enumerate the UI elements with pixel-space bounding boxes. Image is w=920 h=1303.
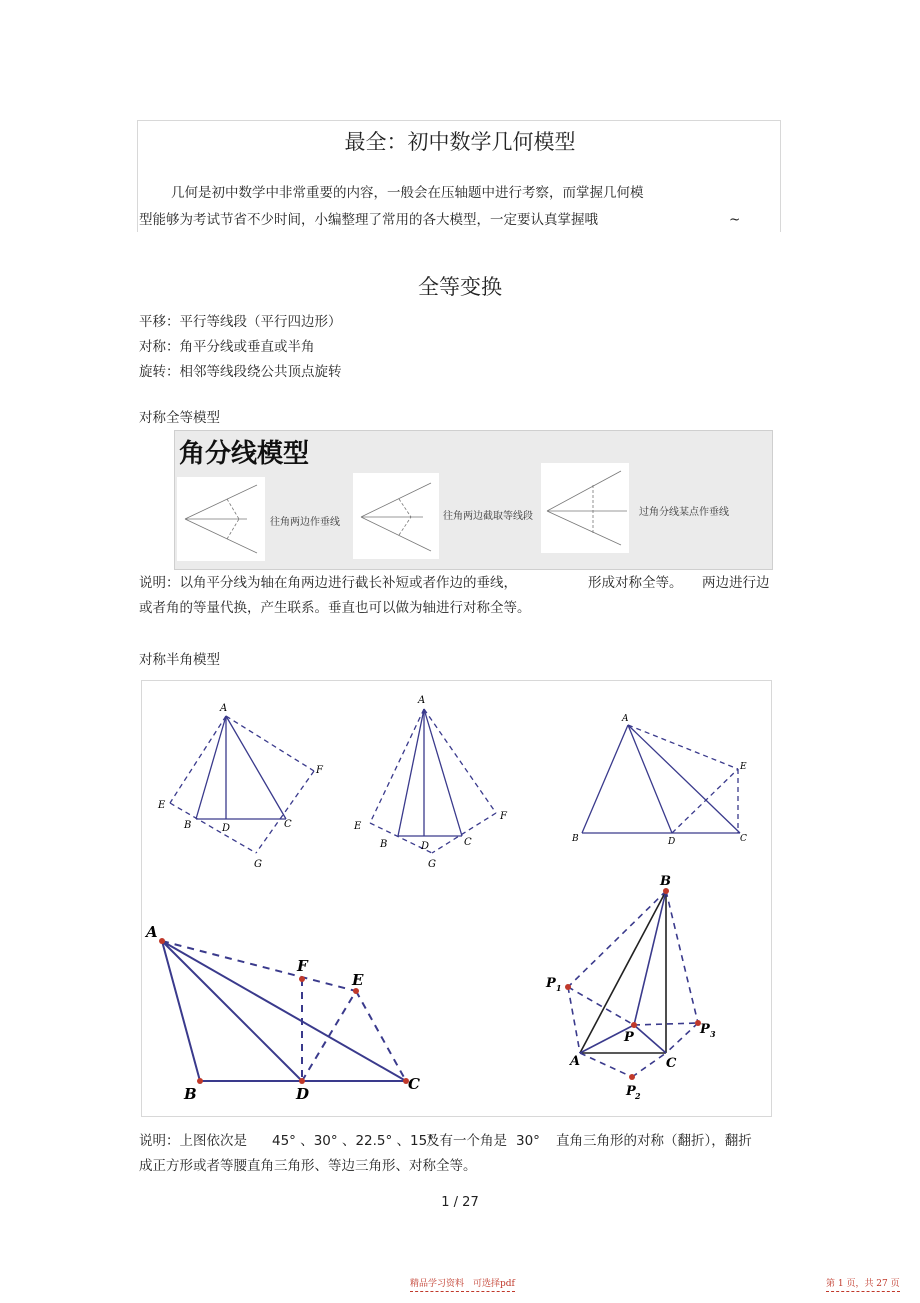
section-title: 全等变换 bbox=[418, 275, 502, 299]
half-angle-heading: 对称半角模型 bbox=[139, 652, 220, 668]
intro-line-2: 型能够为考试节省不少时间，小编整理了常用的各大模型，一定要认真掌握哦 bbox=[139, 212, 598, 228]
transform-translation: 平移：平行等线段（平行四边形） bbox=[139, 314, 342, 330]
label-b5: B bbox=[660, 874, 671, 889]
angle-bisector-figure bbox=[174, 430, 773, 570]
note2-angles: 45° 、30° 、22.5° 、15° bbox=[272, 1133, 434, 1149]
label-c4: C bbox=[408, 1075, 420, 1093]
thumb-perpendicular-point bbox=[541, 463, 629, 553]
label-a2: A bbox=[418, 695, 426, 706]
label-p: P bbox=[624, 1030, 634, 1045]
label-e2: E bbox=[354, 821, 362, 832]
caption-1: 往角两边作垂线 bbox=[270, 517, 340, 528]
footer-left: 精品学习资料 可选择pdf bbox=[410, 1276, 515, 1292]
note1-part-c: 两边进行边 bbox=[702, 575, 770, 591]
label-d2: D bbox=[421, 841, 430, 852]
figure-45-degree bbox=[157, 703, 324, 870]
label-b4: B bbox=[184, 1085, 197, 1103]
figure-30-degree-right-triangle bbox=[545, 874, 716, 1101]
label-p2: P bbox=[626, 1084, 636, 1099]
label-d3: D bbox=[668, 837, 676, 847]
label-b1: B bbox=[184, 820, 192, 831]
intro-line-1: 几何是初中数学中非常重要的内容，一般会在压轴题中进行考察，而掌握几何模 bbox=[171, 185, 644, 201]
label-b3: B bbox=[572, 834, 579, 844]
note1-part-b: 形成对称全等。 bbox=[588, 575, 683, 591]
caption-2: 往角两边截取等线段 bbox=[443, 511, 533, 522]
label-p3: P bbox=[700, 1022, 710, 1037]
figure-30-degree bbox=[353, 695, 508, 870]
label-g1: G bbox=[254, 859, 262, 870]
figure-22-5-degree bbox=[571, 714, 747, 847]
label-p1: P bbox=[546, 976, 556, 991]
note2-part-a: 说明：上图依次是 bbox=[139, 1133, 247, 1149]
label-p2-sub: 2 bbox=[635, 1091, 641, 1101]
transform-rotation: 旋转：相邻等线段绕公共顶点旋转 bbox=[139, 364, 342, 380]
label-c3: C bbox=[740, 834, 747, 844]
label-c5: C bbox=[666, 1056, 677, 1071]
label-c2: C bbox=[464, 837, 472, 848]
note1-line-2: 或者角的等量代换，产生联系。垂直也可以做为轴进行对称全等。 bbox=[139, 600, 531, 616]
label-b2: B bbox=[380, 839, 388, 850]
note2-part-b: 及有一个角是 bbox=[426, 1133, 507, 1149]
label-e3: E bbox=[740, 762, 747, 772]
label-p1-sub: 1 bbox=[556, 983, 562, 993]
document-title: 最全：初中数学几何模型 bbox=[344, 130, 576, 154]
label-d4: D bbox=[296, 1085, 310, 1103]
figure-15-degree bbox=[144, 923, 420, 1103]
label-c1: C bbox=[284, 819, 292, 830]
label-f4: F bbox=[297, 957, 308, 975]
label-f2: F bbox=[500, 811, 507, 822]
label-a1: A bbox=[220, 703, 228, 714]
label-a4: A bbox=[146, 923, 158, 941]
half-angle-figures bbox=[141, 680, 772, 1117]
label-d1: D bbox=[222, 823, 231, 834]
sym-congruent-heading: 对称全等模型 bbox=[139, 410, 220, 426]
figure-title: 角分线模型 bbox=[179, 439, 310, 469]
label-a5: A bbox=[570, 1054, 581, 1069]
transform-symmetry: 对称：角平分线或垂直或半角 bbox=[139, 339, 315, 355]
thumb-perpendicular bbox=[177, 477, 265, 561]
note2-part-c: 直角三角形的对称（翻折），翻折 bbox=[556, 1133, 752, 1149]
note2-30-degree: 30° bbox=[516, 1133, 540, 1149]
note1-part-a: 说明：以角平分线为轴在角两边进行截长补短或者作边的垂线， bbox=[139, 575, 517, 591]
label-f1: F bbox=[316, 765, 323, 776]
page-number: 1 / 27 bbox=[441, 1195, 479, 1210]
note2-line-2: 成正方形或者等腰直角三角形、等边三角形、对称全等。 bbox=[139, 1158, 477, 1174]
thumb-equal-segments bbox=[353, 473, 439, 559]
label-g2: G bbox=[428, 859, 436, 870]
label-a3: A bbox=[622, 714, 629, 724]
caption-3: 过角分线某点作垂线 bbox=[639, 507, 729, 518]
intro-tilde: ~ bbox=[729, 212, 741, 228]
label-e1: E bbox=[158, 800, 166, 811]
label-p3-sub: 3 bbox=[710, 1029, 716, 1039]
footer-right: 第 1 页，共 27 页 bbox=[826, 1276, 900, 1292]
label-e4: E bbox=[352, 971, 364, 989]
